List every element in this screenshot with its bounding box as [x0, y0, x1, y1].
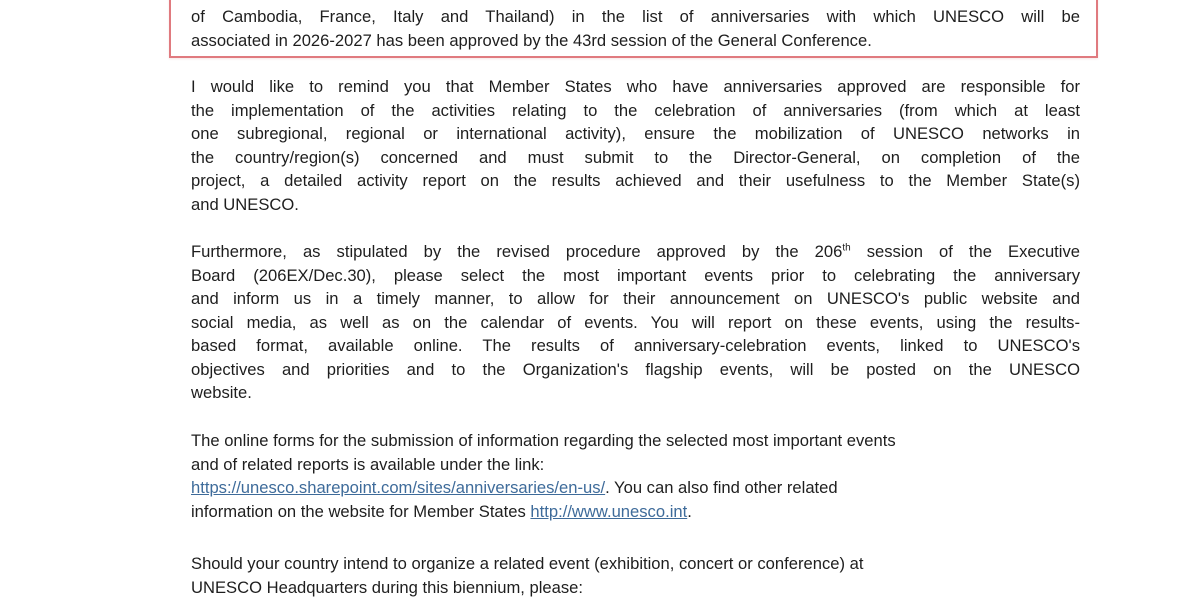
text-fragment: information on the website for Member States	[191, 501, 531, 521]
paragraph-line: the country/region(s) concerned and must submit to the Director-General, on completion of the	[191, 147, 1080, 167]
paragraph-line: social media, as well as on the calendar of events. You will report on these events, using the results-	[191, 312, 1080, 332]
anniversaries-sharepoint-link[interactable]: https://unesco.sharepoint.com/sites/anniversaries/en-us/	[191, 478, 606, 497]
paragraph-line: Board (206EX/Dec.30), please select the most important events prior to celebrating the anniversary	[191, 265, 1080, 285]
highlighted-decision-box	[169, 0, 1098, 58]
paragraph-line: the implementation of the activities relating to the celebration of anniversaries (from which at least	[191, 100, 1080, 120]
paragraph-event-selection	[191, 240, 1080, 405]
boxed-note-line-1: of Cambodia, France, Italy and Thailand) in the list of anniversaries with which UNESCO will be	[191, 7, 1080, 26]
paragraph-line: project, a detailed activity report on the results achieved and their usefulness to the Member State(s)	[191, 171, 1080, 190]
text-fragment: session of the Executive	[850, 242, 1080, 261]
unesco-website-link[interactable]: http://www.unesco.int	[530, 501, 688, 521]
paragraph-line: based format, available online. The results of anniversary-celebration events, linked to UNESCO's	[191, 336, 1080, 355]
paragraph-responsibilities	[191, 75, 1080, 216]
paragraph-line	[191, 240, 1080, 264]
paragraph-line: one subregional, regional or international activity), ensure the mobilization of UNESCO networks in	[191, 124, 1080, 143]
paragraph-line: I would like to remind you that Member States who have anniversaries approved are responsible for	[191, 77, 1080, 96]
paragraph-line: The online forms for the submission of information regarding the selected most important events	[191, 431, 896, 450]
paragraph-line: Should your country intend to organize a related event (exhibition, concert or conference) at	[191, 554, 864, 573]
paragraph-line: and UNESCO.	[191, 194, 299, 214]
paragraph-line	[191, 500, 1080, 524]
ordinal-suffix: th	[842, 242, 851, 254]
paragraph-line: and inform us in a timely manner, to allow for their announcement on UNESCO's public website and	[191, 289, 1080, 308]
text-fragment: . You can also find other related	[605, 478, 838, 497]
paragraph-online-forms	[191, 429, 1080, 523]
paragraph-line: objectives and priorities and to the Organization's flagship events, will be posted on the UNESCO	[191, 359, 1080, 379]
paragraph-line	[191, 476, 1080, 500]
boxed-note-line-2: associated in 2026-2027 has been approved by the 43rd session of the General Conference.	[191, 31, 872, 50]
paragraph-line: website.	[191, 383, 252, 402]
text-fragment: Furthermore, as stipulated by the revised procedure approved by the 206	[191, 242, 843, 261]
paragraph-line: and of related reports is available under the link:	[191, 454, 545, 474]
paragraph-line: UNESCO Headquarters during this biennium, please:	[191, 577, 583, 597]
paragraph-headquarters-event	[191, 552, 1080, 599]
text-fragment: .	[687, 501, 692, 521]
